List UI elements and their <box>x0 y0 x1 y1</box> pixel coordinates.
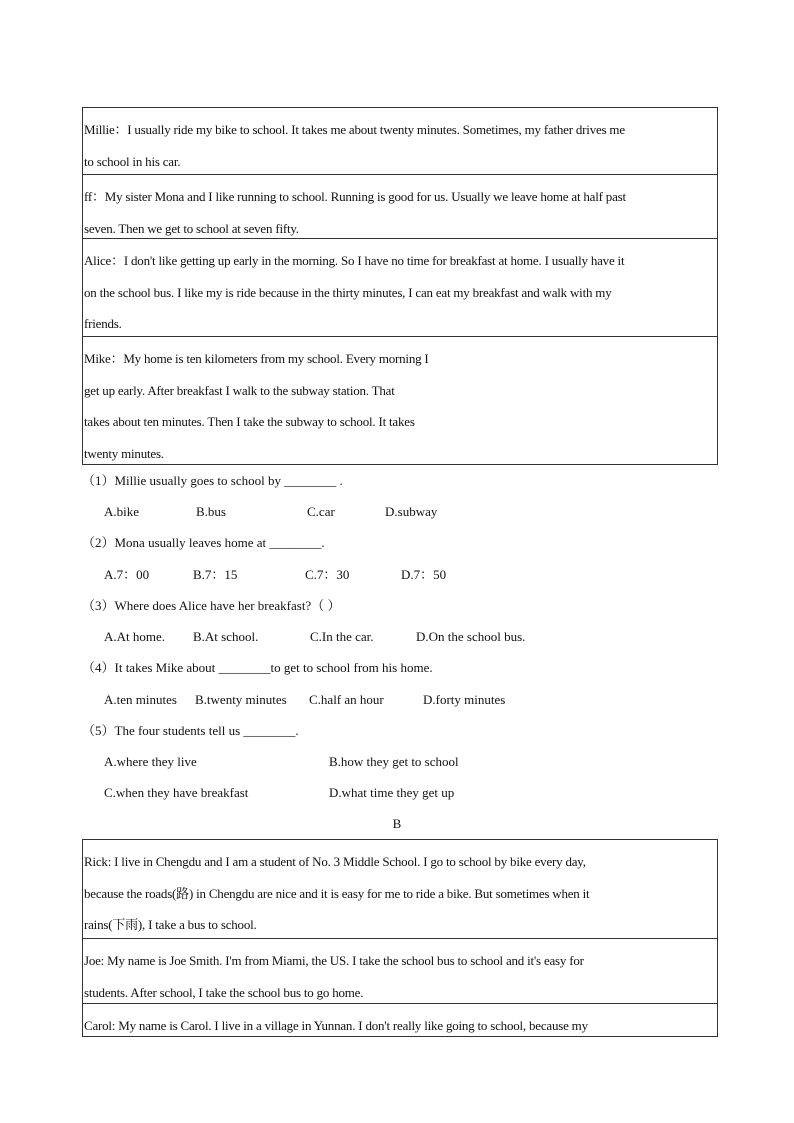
option-c: C.when they have breakfast <box>104 785 249 800</box>
passage-b-joe <box>83 938 717 1003</box>
option-b: B.bus <box>196 504 226 519</box>
passage-b-table <box>82 839 718 1037</box>
option-d: D.what time they get up <box>329 785 455 800</box>
passage-a-alice <box>83 238 717 336</box>
text-line: ff：My sister Mona and I like running to school. Running is good for us. Usually we leave home at half past <box>84 189 626 204</box>
question-2: （2）Mona usually leaves home at ________. <box>82 535 325 550</box>
passage-a-mona <box>83 174 717 238</box>
question-4: （4）It takes Mike about ________to get to school from his home. <box>82 660 433 675</box>
option-c: C.7：30 <box>305 567 350 582</box>
option-d: D.forty minutes <box>423 692 506 707</box>
option-b: B.how they get to school <box>329 754 459 769</box>
passage-a-table <box>82 107 718 465</box>
text-line: twenty minutes. <box>84 445 164 461</box>
option-c: C.half an hour <box>309 692 384 707</box>
text-line: rains(下雨), I take a bus to school. <box>84 917 257 932</box>
option-d: D.subway <box>385 504 438 519</box>
text-line: students. After school, I take the school bus to go home. <box>84 984 364 1000</box>
text-line: seven. Then we get to school at seven fifty. <box>84 220 299 236</box>
text-line: because the roads(路) in Chengdu are nice and it is easy for me to ride a bike. But sometimes when it <box>84 885 590 901</box>
text-line: Alice：I don't like getting up early in the morning. So I have no time for breakfast at home. I usually have it <box>84 253 625 268</box>
text-line: to school in his car. <box>84 153 181 169</box>
text-line: Millie：I usually ride my bike to school. It takes me about twenty minutes. Sometimes, my father drives me <box>84 122 625 137</box>
option-b: B.twenty minutes <box>195 692 287 707</box>
text-line: Mike：My home is ten kilometers from my school. Every morning I <box>84 351 429 366</box>
option-a: A.ten minutes <box>104 692 177 707</box>
text-line: Joe: My name is Joe Smith. I'm from Miami, the US. I take the school bus to school and it's easy for <box>84 953 584 968</box>
passage-a-mike <box>83 336 717 464</box>
text-line: Rick: I live in Chengdu and I am a student of No. 3 Middle School. I go to school by bike every day, <box>84 854 586 869</box>
option-b: B.7：15 <box>193 567 238 582</box>
text-line: get up early. After breakfast I walk to the subway station. That <box>84 382 395 398</box>
question-3: （3）Where does Alice have her breakfast?（ ） <box>82 598 341 613</box>
text-line: on the school bus. I like my is ride because in the thirty minutes, I can eat my breakfast and walk with my <box>84 284 612 300</box>
text-line: friends. <box>84 316 122 331</box>
option-a: A.7：00 <box>104 567 150 582</box>
text-line: Carol: My name is Carol. I live in a village in Yunnan. I don't really like going to school, because my <box>84 1018 588 1033</box>
option-d: D.7：50 <box>401 567 447 582</box>
text-line: takes about ten minutes. Then I take the subway to school. It takes <box>84 414 415 429</box>
passage-b-rick <box>83 840 717 938</box>
option-a: A.At home. <box>104 629 166 644</box>
question-1: （1）Millie usually goes to school by ________ . <box>82 473 343 488</box>
option-d: D.On the school bus. <box>416 629 526 644</box>
passage-a-millie <box>83 108 717 174</box>
option-a: A.where they live <box>104 754 197 769</box>
section-b-heading: B <box>392 816 402 831</box>
option-c: C.car <box>307 504 335 519</box>
option-a: A.bike <box>104 504 140 519</box>
option-b: B.At school. <box>193 629 259 644</box>
question-5: （5）The four students tell us ________. <box>82 723 299 738</box>
option-c: C.In the car. <box>310 629 374 644</box>
